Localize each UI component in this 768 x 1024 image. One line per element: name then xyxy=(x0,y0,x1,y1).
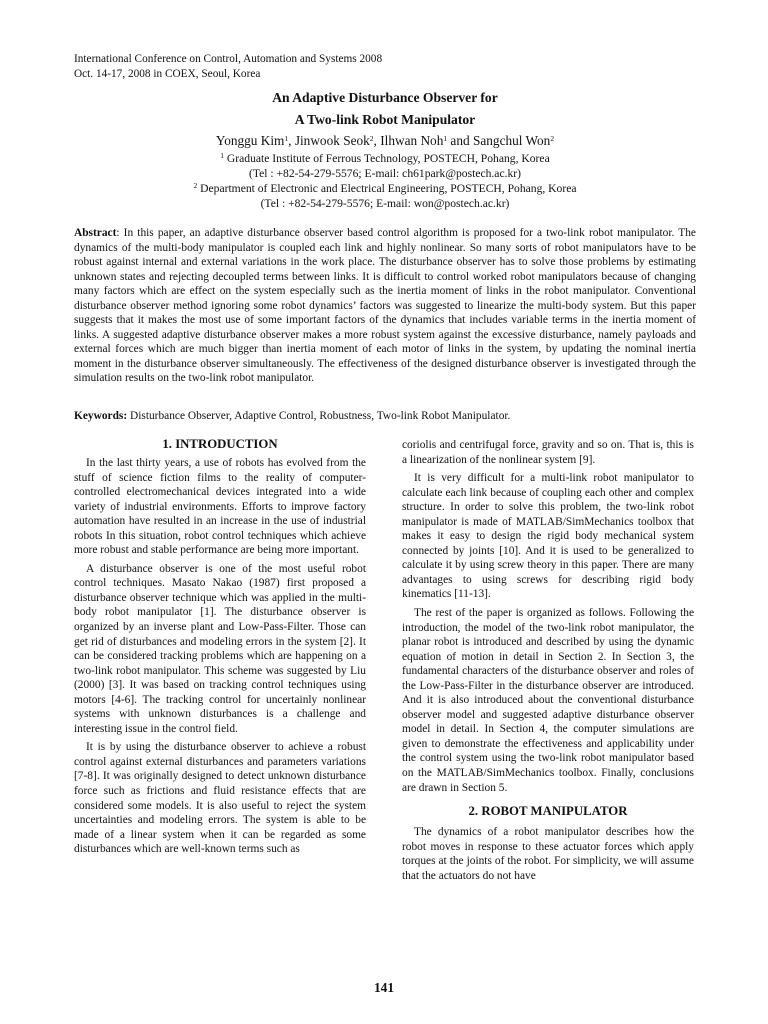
author-affiliation-mark: 2 xyxy=(369,134,374,143)
author-affiliation-mark: 1 xyxy=(284,134,289,143)
paragraph-continued: coriolis and centrifugal force, gravity and so on. That is, this is a linearization of the nonlinear system [9]. xyxy=(402,439,694,466)
author-separator: , xyxy=(373,133,381,148)
paragraph: In the last thirty years, a use of robots has evolved from the stuff of science fiction films to the reality of computer-controlled electromechanical devices integrated into a wide variety of industrial environments. Efforts to improve factory automation have resulted in an increase in the use of industrial robots In this situation, robot control techniques which achieve more robust and stable performance are being more important. xyxy=(74,457,366,557)
abstract xyxy=(74,226,696,386)
abstract-label: Abstract xyxy=(74,227,117,239)
page-number: 141 xyxy=(373,980,395,995)
conference-name: International Conference on Control, Automation and Systems 2008 xyxy=(74,53,383,65)
affiliation-2-contact: (Tel : +82-54-279-5576; E-mail: won@postech.ac.kr) xyxy=(260,197,510,210)
section-title-introduction: 1. INTRODUCTION xyxy=(162,437,278,451)
paper-title-line-1: An Adaptive Disturbance Observer for xyxy=(272,90,498,105)
affiliation-mark: 2 xyxy=(193,181,198,190)
paragraph: The dynamics of a robot manipulator describes how the robot moves in response to these actuator forces which apply torques at the joints of the robot. For simplicity, we will assume that the actuators do not have xyxy=(402,826,694,882)
keywords xyxy=(74,409,696,424)
paragraph: It is very difficult for a multi-link robot manipulator to calculate each link because of coupling each other and complex structure. In order to solve this problem, the two-link robot manipulator is made of MATLAB/SimMechanics toolbox that makes it easy to design the rigid body mechanical system connected by joints [10]. And it is used to be generalized to calculate it by using screw theory in this paper. There are many advantages to using screws for describing rigid body kinematics [11-13]. xyxy=(402,472,694,601)
author-name: Jinwook Seok xyxy=(294,133,370,148)
left-column xyxy=(74,436,366,861)
abstract-text: : In this paper, an adaptive disturbance observer based control algorithm is proposed for a two-link robot manipulator. The dynamics of the multi-body manipulator is coupled each link and highly nonlinear. So many sorts of robot manipulators have to be robust against internal and external variations in the work place. The disturbance observer has to solve those problems by estimating unknown states and rejecting decoupled terms between links. It is difficult to control worked robot manipulators because of changing many factors which are effect on the system especially such as the inertia moment of links in the robot manipulator. Conventional disturbance observer method ignoring some robot dynamics’ factors was suggested to linearize the multi-body system. But this paper suggests that it makes the most use of some important factors of the dynamics that includes variable terms in the inertia moment of links. A suggested adaptive disturbance observer makes a more robust system against the excessive disturbance, namely payloads and external forces which are much bigger than inertia moment of each motor of links in the system, by updating the nominal inertia moment in the disturbance observer simultaneously. The effectiveness of the designed disturbance observer is investigated through the simulation results on the two-link robot manipulator. xyxy=(74,227,696,385)
affiliation-1 xyxy=(74,151,696,166)
affiliation-text: Graduate Institute of Ferrous Technology, POSTECH, Pohang, Korea xyxy=(226,152,550,165)
section-title-robot-manipulator: 2. ROBOT MANIPULATOR xyxy=(468,804,628,819)
title-block xyxy=(74,87,696,211)
author-list xyxy=(74,131,696,151)
keywords-text: Disturbance Observer, Adaptive Control, Robustness, Two-link Robot Manipulator. xyxy=(127,410,511,422)
paragraph: The rest of the paper is organized as follows. Following the introduction, the model of the two-link robot manipulator, the planar robot is introduced and described by using the dynamic equation of motion in detail in Section 2. In Section 3, the fundamental characters of the disturbance observer and roles of the Low-Pass-Filter in the disturbance observer are introduced. And it is also introduced about the conventional disturbance observer model and suggested adaptive disturbance observer model in detail. In Section 4, the computer simulations are given to demonstrate the effectiveness and applicability under the control system using the two-link robot manipulator based on the MATLAB/SimMechanics toolbox. Finally, conclusions are drawn in Section 5. xyxy=(402,607,694,794)
paragraph: It is by using the disturbance observer to achieve a robust control against external disturbances and parameters variations [7-8]. It was originally designed to detect unknown disturbance force such as frictions and fluid resistance effects that are considered some models. It is also useful to reject the system uncertainties and modeling errors. The system is able to be made of a linear system when it can be regarded as some disturbances which are well-known terms such as xyxy=(74,741,366,856)
affiliation-2 xyxy=(74,181,696,196)
author-name: Ilhwan Noh xyxy=(380,133,444,148)
conference-header xyxy=(74,52,382,81)
conference-date-venue: Oct. 14-17, 2008 in COEX, Seoul, Korea xyxy=(74,67,261,80)
affiliation-mark: 1 xyxy=(220,151,225,160)
right-column xyxy=(402,438,694,887)
author-name: Yonggu Kim xyxy=(215,133,285,148)
author-name: Sangchul Won xyxy=(472,133,551,148)
paper-title-line-2: A Two-link Robot Manipulator xyxy=(294,112,476,127)
keywords-label: Keywords: xyxy=(74,410,128,422)
author-separator: , xyxy=(288,133,295,148)
paragraph: A disturbance observer is one of the most useful robot control techniques. Masato Nakao (1987) first proposed a disturbance observer technique which was applied in the multi-body robot manipulator [1]. The disturbance observer is organized by an inverse plant and Low-Pass-Filter. Those can get rid of disturbances and modeling errors in the system [2]. It can be considered tracking problems which are happening on a two-link robot manipulator. This scheme was suggested by Liu (2000) [3]. It was based on tracking control techniques using motors [4-6]. The tracking control for uncertainly nonlinear systems with unknown disturbances is a challenge and interesting issue in the control field. xyxy=(74,562,366,735)
author-affiliation-mark: 2 xyxy=(550,134,555,143)
author-separator: and xyxy=(447,133,473,148)
affiliation-text: Department of Electronic and Electrical Engineering, POSTECH, Pohang, Korea xyxy=(200,182,577,195)
affiliation-1-contact: (Tel : +82-54-279-5576; E-mail: ch61park@postech.ac.kr) xyxy=(248,167,522,180)
author-affiliation-mark: 1 xyxy=(443,134,448,143)
